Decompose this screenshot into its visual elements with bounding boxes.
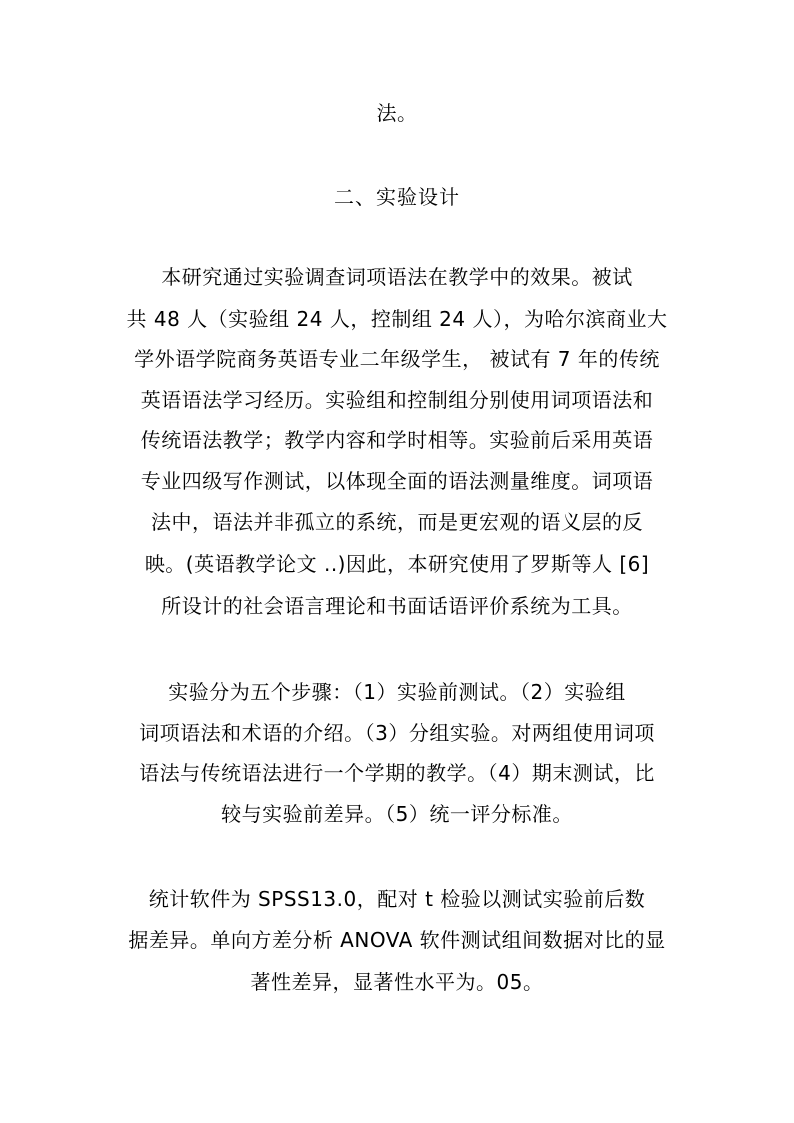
paragraph-line: 学外语学院商务英语专业二年级学生， 被试有 7 年的传统 — [134, 347, 660, 371]
paragraph-line: 据差异。单向方差分析 ANOVA 软件测试组间数据对比的显 — [128, 928, 666, 952]
continuation-line: 法。 — [376, 101, 418, 125]
paragraph-line: 实验分为五个步骤：（1）实验前测试。（2）实验组 — [168, 680, 626, 704]
paragraph-line: 专业四级写作测试，以体现全面的语法测量维度。词项语 — [140, 469, 654, 493]
paragraph-line: 较与实验前差异。（5）统一评分标准。 — [221, 802, 573, 826]
paragraph-line: 本研究通过实验调查词项语法在教学中的效果。被试 — [161, 265, 633, 289]
paragraph-line: 统计软件为 SPSS13.0，配对 t 检验以测试实验前后数 — [148, 887, 646, 911]
paragraph-line: 语法与传统语法进行一个学期的教学。（4）期末测试，比 — [139, 761, 655, 785]
paragraph-line: 英语语法学习经历。实验组和控制组分别使用词项语法和 — [140, 388, 654, 412]
section-heading: 二、实验设计 — [334, 185, 460, 209]
paragraph-line: 著性差异，显著性水平为。05。 — [250, 970, 544, 994]
paragraph-line: 共 48 人（实验组 24 人，控制组 24 人），为哈尔滨商业大 — [126, 307, 668, 331]
paragraph-line: 词项语法和术语的介绍。（3）分组实验。对两组使用词项 — [139, 721, 655, 745]
paragraph-line: 法中，语法并非孤立的系统，而是更宏观的语义层的反 — [151, 510, 643, 534]
paragraph-line: 所设计的社会语言理论和书面话语评价系统为工具。 — [161, 594, 633, 618]
paragraph-line: 映。(英语教学论文 ..)因此，本研究使用了罗斯等人 [6] — [144, 552, 650, 576]
paragraph-line: 传统语法教学；教学内容和学时相等。实验前后采用英语 — [140, 428, 654, 452]
